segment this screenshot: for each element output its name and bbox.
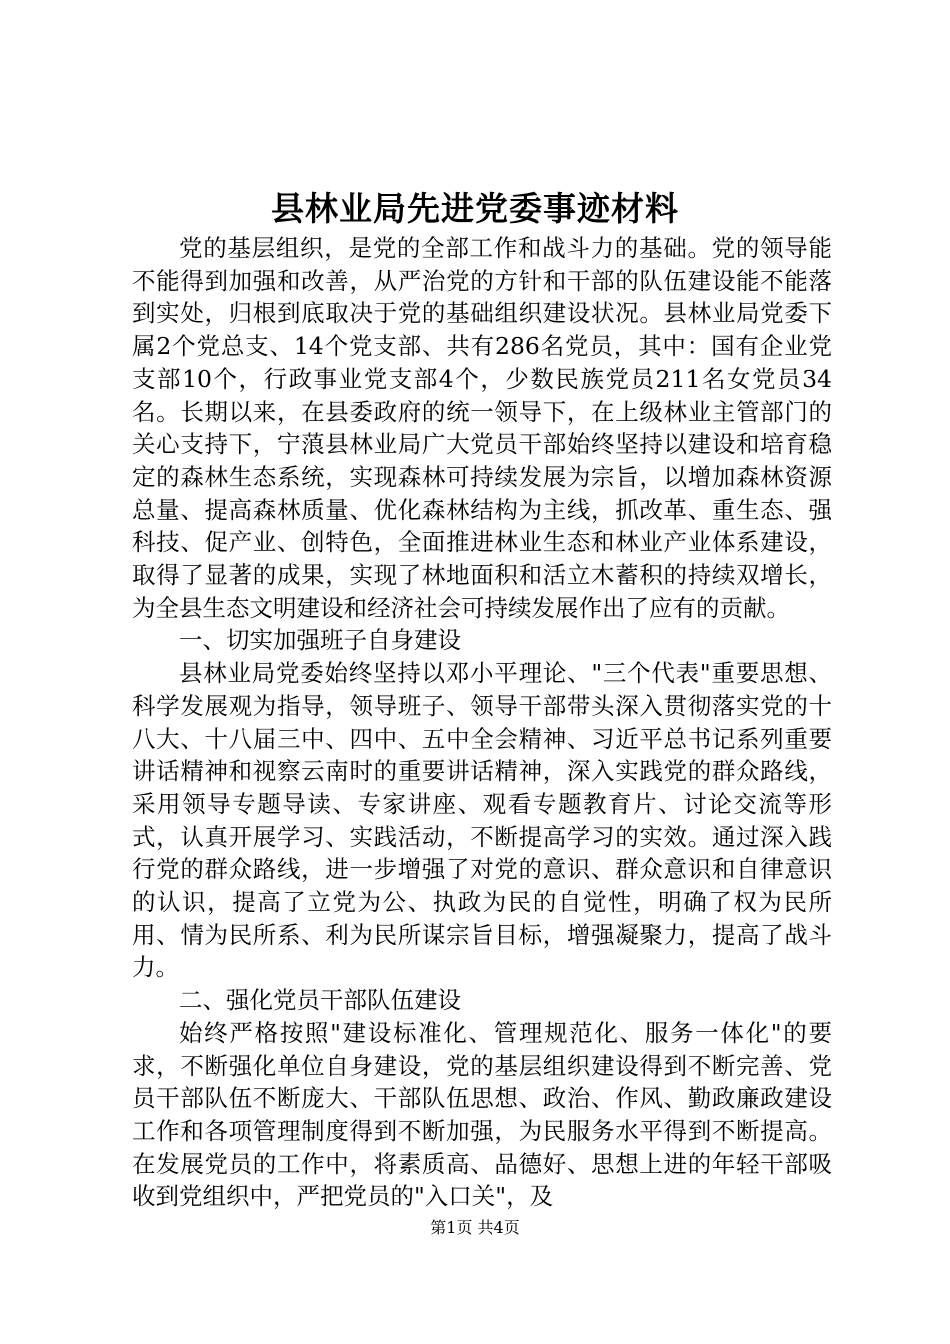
intro-paragraph: 党的基层组织，是党的全部工作和战斗力的基础。党的领导能不能得到加强和改善，从严治党的方针和干部的队伍建设能不能落到实处，归根到底取决于党的基础组织建设状况。县林业局党委下属2个党总支、14个党支部、共有286名党员，其中：国有企业党支部10个，行政事业党支部4个，少数民族党员211名女党员34名。长期以来，在县委政府的统一领导下，在上级林业主管部门的关心支持下，宁蒗县林业局广大党员干部始终坚持以建设和培育稳定的森林生态系统，实现森林可持续发展为宗旨，以增加森林资源总量、提高森林质量、优化森林结构为主线，抓改革、重生态、强科技、促产业、创特色，全面推进林业生态和林业产业体系建设，取得了显著的成果，实现了林地面积和活立木蓄积的持续双增长，为全县生态文明建设和经济社会可持续发展作出了应有的贡献。 [132,234,832,622]
section-heading-1: 一、切实加强班子自身建设 [179,626,461,655]
document-title: 县林业局先进党委事迹材料 [271,189,679,228]
document-body [132,232,832,1213]
section-1-paragraph: 县林业局党委始终坚持以邓小平理论、"三个代表"重要思想、科学发展观为指导，领导班子、领导干部带头深入贯彻落实党的十八大、十八届三中、四中、五中全会精神、习近平总书记系列重要讲话精神和视察云南时的重要讲话精神，深入实践党的群众路线，采用领导专题导读、专家讲座、观看专题教育片、讨论交流等形式，认真开展学习、实践活动，不断提高学习的实效。通过深入践行党的群众路线，进一步增强了对党的意识、群众意识和自律意识的认识，提高了立党为公、执政为民的自觉性，明确了权为民所用、情为民所系、利为民所谋宗旨目标，增强凝聚力，提高了战斗力。 [132,659,832,982]
section-2-paragraph: 始终严格按照"建设标准化、管理规范化、服务一体化"的要求，不断强化单位自身建设，党的基层组织建设得到不断完善、党员干部队伍不断庞大、干部队伍思想、政治、作风、勤政廉政建设工作和各项管理制度得到不断加强，为民服务水平得到不断提高。在发展党员的工作中，将素质高、品德好、思想上进的年轻干部吸收到党组织中，严把党员的"入口关"，及 [132,1018,832,1211]
section-heading-2: 二、强化党员干部队伍建设 [179,986,461,1015]
page-number: 第1页 共4页 [430,1218,520,1237]
